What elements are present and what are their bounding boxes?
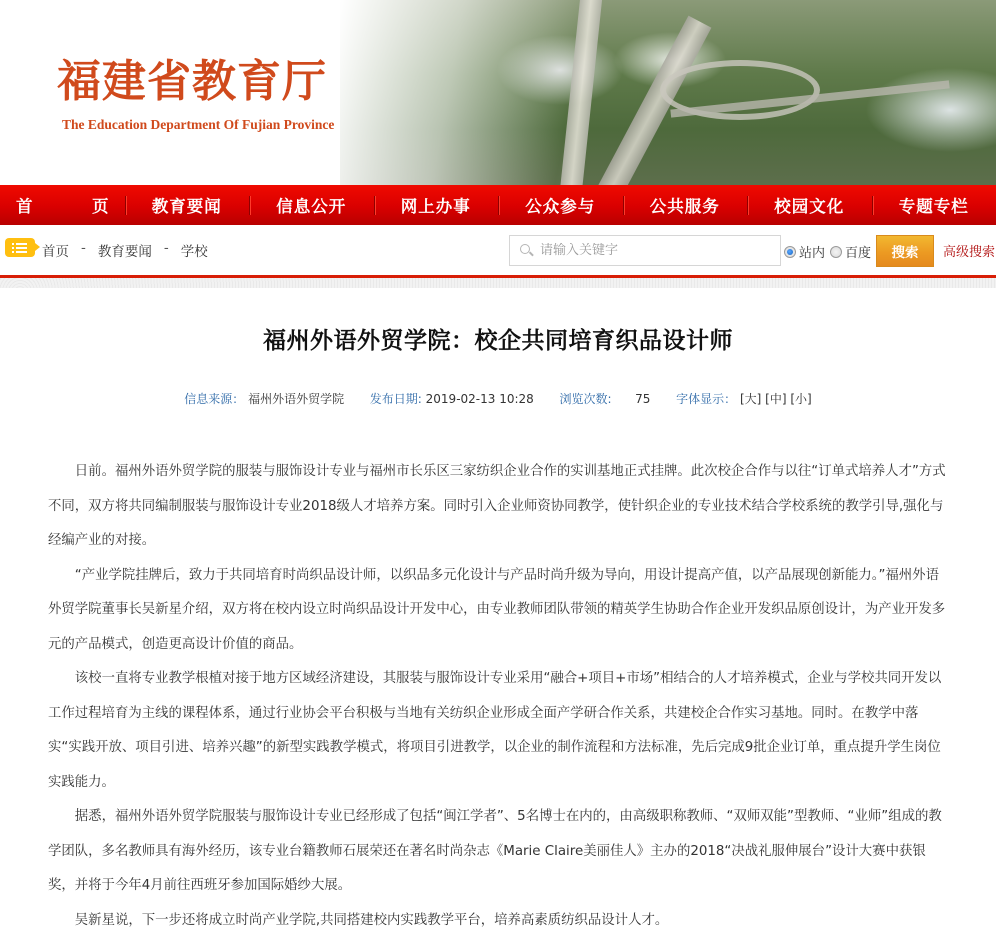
scope-baidu-radio[interactable] <box>830 246 842 258</box>
breadcrumb-home[interactable]: 首页 <box>42 244 69 260</box>
breadcrumb-education-news[interactable]: 教育要闻 <box>97 244 152 260</box>
breadcrumb-school[interactable]: 学校 <box>180 244 208 260</box>
article-meta <box>0 390 996 407</box>
font-size-large[interactable]: [大] <box>739 392 762 406</box>
nav-item-education-news[interactable] <box>125 185 250 225</box>
header-banner <box>0 0 996 185</box>
advanced-search-link[interactable]: 高级搜索 <box>943 245 996 260</box>
nav-item-label: 公众参与 <box>525 197 596 216</box>
list-icon-dot <box>12 247 14 249</box>
source-value: 福州外语外贸学院 <box>248 392 345 406</box>
nav-item-label: 首 页 <box>16 197 125 216</box>
search-scope-group <box>784 242 876 261</box>
article-paragraph: “产业学院挂牌后，致力于共同培育时尚织品设计师，以织品多元化设计与产品时尚升级为导向，用设计提高产值，以产品展现创新能力。”福州外语外贸学院董事长吴新星介绍，双方将在校内设立时尚织品设计开发中心，由专业教师团队带领的精英学生协助合作企业开发织品原创设计，为产业开发多元的产品模式，创造更高设计价值的商品。 <box>48 567 946 652</box>
list-icon-bar <box>16 243 27 245</box>
list-icon-bar <box>16 247 27 249</box>
search-field[interactable] <box>509 235 781 266</box>
breadcrumb <box>42 240 208 260</box>
search-input[interactable] <box>540 243 760 258</box>
header-photo-highway <box>340 0 996 185</box>
nav-item-public-participation[interactable] <box>498 185 623 225</box>
nav-item-label: 校园文化 <box>774 197 845 216</box>
views-value: 75 <box>635 392 651 406</box>
divider-pattern <box>0 278 996 288</box>
list-icon-dot <box>12 243 14 245</box>
scope-site-label[interactable]: 站内 <box>799 246 826 261</box>
article-paragraph: 日前。福州外语外贸学院的服装与服饰设计专业与福州市长乐区三家纺织企业合作的实训基地正式挂牌。此次校企合作与以往“订单式培养人才”方式不同，双方将共同编制服装与服饰设计专业2018级人才培养方案。同时引入企业师资协同教学，使针织企业的专业技术结合学校系统的教学引导,强化与经编产业的对接。 <box>48 464 946 548</box>
main-nav <box>0 185 996 225</box>
nav-item-label: 网上办事 <box>400 197 471 216</box>
article-body <box>48 455 948 938</box>
font-size-small[interactable]: [小] <box>790 392 812 406</box>
date-value: 2019-02-13 10:28 <box>425 392 534 406</box>
article-paragraph: 该校一直将专业教学根植对接于地方区域经济建设，其服装与服饰设计专业采用“融合+项目+市场”相结合的人才培养模式，企业与学校共同开发以工作过程培育为主线的课程体系，通过行业协会平台积极与当地有关纺织企业形成全面产学研合作关系，共建校企合作实习基地。同时。在教学中落实“实践开放、项目引进、培养兴趣”的新型实践教学模式，将项目引进教学，以企业的制作流程和方法标准，先后完成9批企业订单，重点提升学生岗位实践能力。 <box>48 671 942 790</box>
nav-item-home[interactable] <box>0 185 125 225</box>
date-label: 发布日期: <box>369 392 422 406</box>
breadcrumb-separator: - <box>163 240 169 256</box>
views-label: 浏览次数: <box>559 392 612 406</box>
nav-item-label: 教育要闻 <box>151 197 222 216</box>
font-size-label: 字体显示： <box>676 392 737 406</box>
list-icon <box>5 238 35 257</box>
font-size-medium[interactable]: [中] <box>765 392 787 406</box>
list-icon-bar <box>16 251 27 253</box>
nav-item-online-services[interactable] <box>374 185 499 225</box>
scope-baidu-label[interactable]: 百度 <box>845 246 872 261</box>
scope-site-radio[interactable] <box>784 246 796 258</box>
nav-item-label: 公共服务 <box>649 197 720 216</box>
search-button[interactable]: 搜索 <box>876 235 934 267</box>
nav-item-label: 专题专栏 <box>898 197 969 216</box>
search-icon <box>520 244 534 258</box>
list-icon-dot <box>12 251 14 253</box>
site-logo-chinese[interactable]: 福建省教育厅 <box>57 56 327 107</box>
article-paragraph: 吴新星说，下一步还将成立时尚产业学院,共同搭建校内实践教学平台，培养高素质纺织品设计人才。 <box>74 912 669 928</box>
nav-item-campus-culture[interactable] <box>747 185 872 225</box>
article-paragraph: 据悉，福州外语外贸学院服装与服饰设计专业已经形成了包括“闽江学者”、5名博士在内的，由高级职称教师、“双师双能”型教师、“业师”组成的教学团队，多名教师具有海外经历，该专业台籍教师石展荣还在著名时尚杂志《Marie Claire美丽佳人》主办的2018“决战礼服伸展台”设计大赛中获银奖，并将于今年4月前往西班牙参加国际婚纱大展。 <box>48 809 942 893</box>
photo-road <box>559 0 603 185</box>
site-logo-english: The Education Department Of Fujian Province <box>62 117 335 132</box>
source-label: 信息来源： <box>184 392 245 406</box>
nav-item-label: 信息公开 <box>276 197 347 216</box>
breadcrumb-separator: - <box>81 240 86 256</box>
breadcrumb-search-bar <box>0 225 996 275</box>
article-title: 福州外语外贸学院：校企共同培育织品设计师 <box>263 328 733 354</box>
nav-item-special-topics[interactable] <box>872 185 996 225</box>
nav-item-info-disclosure[interactable] <box>249 185 374 225</box>
nav-item-public-service[interactable] <box>623 185 748 225</box>
